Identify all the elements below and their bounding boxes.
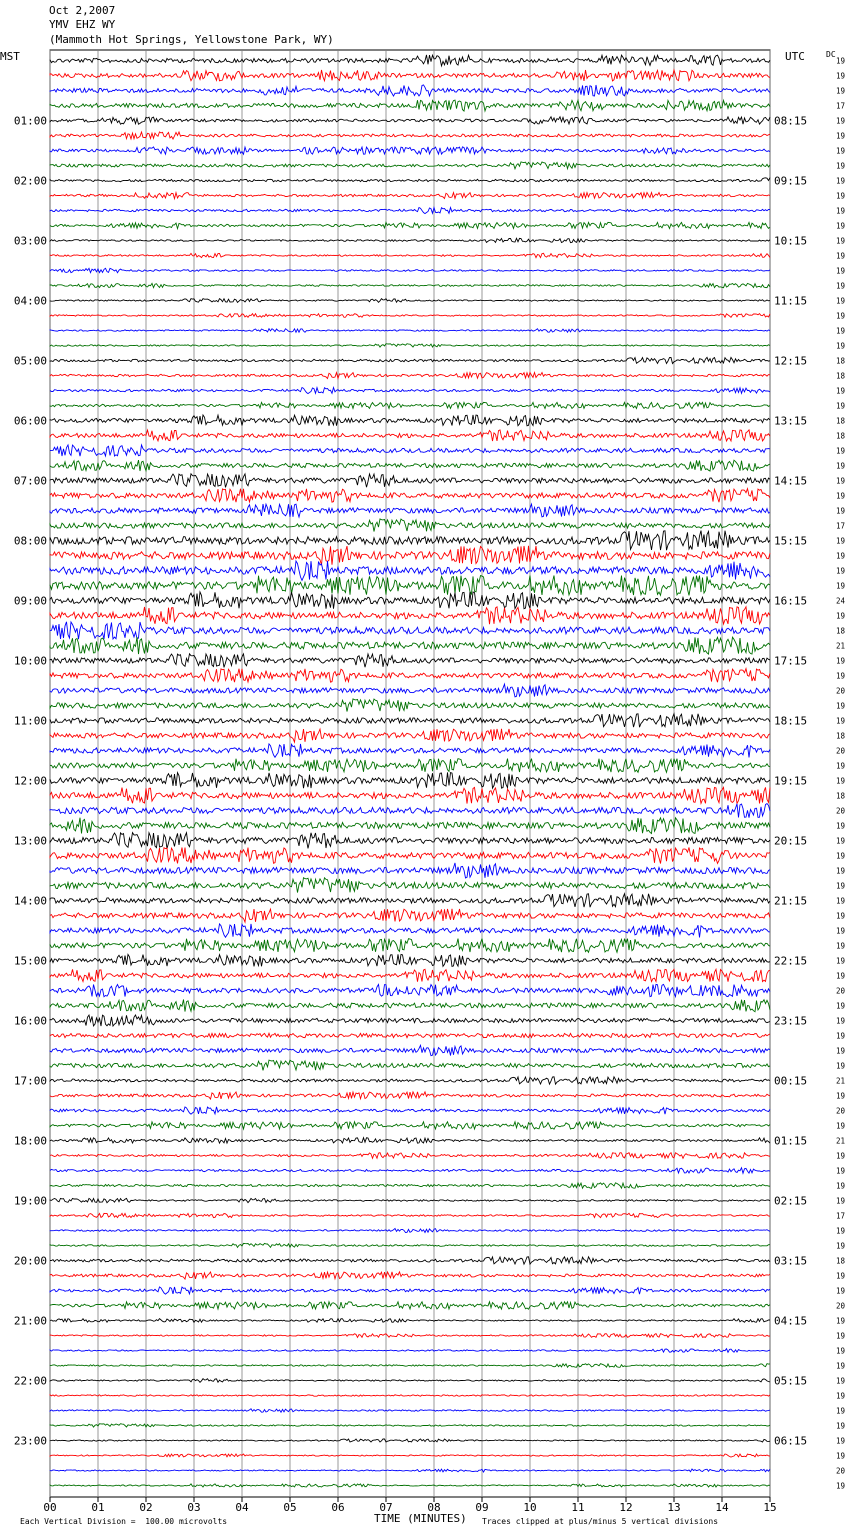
x-tick-label: 12 (619, 1501, 633, 1514)
dc-offset-label: 19 (836, 1031, 846, 1041)
trace-line (50, 373, 770, 379)
utc-hour-label: 09:15 (774, 174, 808, 188)
dc-offset-label: 19 (836, 251, 846, 261)
utc-hour-label: 16:15 (774, 594, 808, 608)
dc-offset-label: 17 (836, 101, 846, 111)
mst-hour-label: 08:00 (13, 534, 47, 548)
trace-line (50, 1319, 770, 1323)
utc-hour-label: 03:15 (774, 1254, 808, 1268)
trace-line (50, 654, 770, 668)
dc-offset-label: 19 (836, 1271, 846, 1281)
dc-offset-label: 19 (836, 446, 846, 456)
trace-line (50, 1454, 770, 1457)
dc-offset-label: 19 (836, 1391, 846, 1401)
trace-line (50, 684, 770, 697)
mst-hour-label: 12:00 (13, 774, 47, 788)
dc-offset-label: 20 (836, 806, 846, 816)
x-tick-label: 02 (139, 1501, 153, 1514)
trace-line (50, 445, 770, 456)
x-axis-title: TIME (MINUTES) (374, 1512, 467, 1525)
dc-offset-label: 20 (836, 746, 846, 756)
trace-line (50, 714, 770, 728)
mst-hour-label: 16:00 (13, 1014, 47, 1028)
mst-hour-label: 18:00 (13, 1134, 47, 1148)
mst-hour-label: 09:00 (13, 594, 47, 608)
utc-hour-label: 14:15 (774, 474, 808, 488)
trace-line (50, 208, 770, 214)
utc-hour-label: 00:15 (774, 1074, 808, 1088)
dc-offset-label: 19 (836, 221, 846, 231)
utc-hour-label: 19:15 (774, 774, 808, 788)
dc-offset-label: 19 (836, 1406, 846, 1416)
dc-offset-label: 20 (836, 1106, 846, 1116)
dc-offset-label: 19 (836, 821, 846, 831)
utc-hour-label: 06:15 (774, 1434, 808, 1448)
trace-line (50, 637, 770, 654)
x-tick-label: 10 (523, 1501, 537, 1514)
utc-hour-label: 05:15 (774, 1374, 808, 1388)
trace-line (50, 1060, 770, 1070)
dc-offset-label: 19 (836, 1001, 846, 1011)
header-station: YMV EHZ WY (49, 18, 116, 31)
trace-line (50, 833, 770, 849)
trace-line (50, 669, 770, 683)
utc-hour-label: 08:15 (774, 114, 808, 128)
utc-hour-label: 20:15 (774, 834, 808, 848)
dc-offset-label: 18 (836, 626, 846, 636)
trace-line (50, 818, 770, 834)
mst-hour-label: 05:00 (13, 354, 47, 368)
trace-line (50, 1033, 770, 1037)
mst-hour-label: 15:00 (13, 954, 47, 968)
dc-offset-label: 19 (836, 1166, 846, 1176)
dc-offset-label: 19 (836, 476, 846, 486)
dc-offset-label: 18 (836, 731, 846, 741)
dc-offset-label: 19 (836, 1196, 846, 1206)
trace-line (50, 178, 770, 182)
mst-hour-label: 22:00 (13, 1374, 47, 1388)
trace-line (50, 299, 770, 303)
footer-right: Traces clipped at plus/minus 5 vertical divisions (482, 1517, 719, 1526)
trace-line (50, 1107, 770, 1114)
mst-hour-label: 20:00 (13, 1254, 47, 1268)
dc-offset-label: 19 (836, 776, 846, 786)
trace-line (50, 1484, 770, 1487)
utc-hour-label: 01:15 (774, 1134, 808, 1148)
dc-offset-label: 19 (836, 1181, 846, 1191)
dc-offset-label: 19 (836, 1346, 846, 1356)
x-tick-label: 00 (43, 1501, 57, 1514)
dc-offset-label: 18 (836, 371, 846, 381)
dc-offset-label: 19 (836, 461, 846, 471)
trace-line (50, 759, 770, 773)
dc-offset-label: 19 (836, 1091, 846, 1101)
x-tick-label: 03 (187, 1501, 201, 1514)
footer-left: Each Vertical Division = 100.00 microvolts (20, 1517, 228, 1526)
dc-offset-label: 19 (836, 191, 846, 201)
trace-line (50, 1077, 770, 1084)
dc-offset-label: 19 (836, 1046, 846, 1056)
trace-line (50, 1153, 770, 1159)
dc-offset-label: 18 (836, 356, 846, 366)
trace-line (50, 1213, 770, 1217)
trace-line (50, 878, 770, 893)
dc-offset-label: 21 (836, 641, 846, 651)
utc-hour-label: 15:15 (774, 534, 808, 548)
mst-hour-label: 21:00 (13, 1314, 47, 1328)
trace-line (50, 847, 770, 863)
trace-line (50, 924, 770, 938)
utc-hour-label: 02:15 (774, 1194, 808, 1208)
trace-line (50, 576, 770, 596)
mst-hour-label: 03:00 (13, 234, 47, 248)
dc-offset-label: 19 (836, 851, 846, 861)
dc-label: DC (826, 50, 836, 59)
trace-line (50, 388, 770, 394)
dc-offset-label: 19 (836, 116, 846, 126)
dc-offset-label: 19 (836, 836, 846, 846)
trace-line (50, 1122, 770, 1129)
dc-offset-label: 19 (836, 296, 846, 306)
trace-line (50, 344, 770, 347)
dc-offset-label: 19 (836, 761, 846, 771)
trace-line (50, 402, 770, 408)
dc-offset-label: 20 (836, 686, 846, 696)
x-tick-label: 07 (379, 1501, 393, 1514)
dc-offset-label: 19 (836, 1361, 846, 1371)
dc-offset-label: 19 (836, 611, 846, 621)
trace-line (50, 1302, 770, 1309)
dc-offset-label: 19 (836, 701, 846, 711)
dc-offset-label: 20 (836, 1301, 846, 1311)
dc-offset-label: 19 (836, 281, 846, 291)
trace-line (50, 430, 770, 441)
trace-line (50, 531, 770, 551)
trace-line (50, 804, 770, 818)
trace-line (50, 622, 770, 639)
dc-offset-label: 17 (836, 521, 846, 531)
dc-offset-label: 19 (836, 956, 846, 966)
trace-line (50, 1183, 770, 1189)
trace-line (50, 489, 770, 503)
trace-line (50, 474, 770, 488)
dc-offset-label: 18 (836, 431, 846, 441)
trace-line (50, 699, 770, 712)
dc-offset-label: 19 (836, 971, 846, 981)
dc-offset-label: 19 (836, 1061, 846, 1071)
trace-line (50, 314, 770, 318)
trace-line (50, 1349, 770, 1353)
dc-offset-label: 19 (836, 506, 846, 516)
utc-hour-label: 23:15 (774, 1014, 808, 1028)
trace-line (50, 147, 770, 154)
mst-hour-label: 19:00 (13, 1194, 47, 1208)
trace-line (50, 1379, 770, 1383)
plot-frame (50, 50, 770, 1497)
trace-line (50, 546, 770, 565)
mst-hour-label: 11:00 (13, 714, 47, 728)
dc-offset-label: 19 (836, 716, 846, 726)
dc-offset-label: 19 (836, 71, 846, 81)
right-axis-title: UTC (785, 50, 805, 63)
dc-offset-label: 17 (836, 1211, 846, 1221)
mst-hour-label: 06:00 (13, 414, 47, 428)
dc-offset-label: 19 (836, 266, 846, 276)
trace-line (50, 1168, 770, 1174)
dc-offset-label: 19 (836, 311, 846, 321)
trace-line (50, 162, 770, 169)
dc-offset-label: 19 (836, 1286, 846, 1296)
dc-offset-label: 19 (836, 206, 846, 216)
utc-hour-label: 21:15 (774, 894, 808, 908)
dc-offset-label: 19 (836, 911, 846, 921)
x-tick-label: 08 (427, 1501, 441, 1514)
trace-line (50, 222, 770, 228)
trace-line (50, 1364, 770, 1368)
trace-line (50, 55, 770, 66)
x-tick-label: 15 (763, 1501, 777, 1514)
dc-offset-label: 19 (836, 176, 846, 186)
trace-line (50, 268, 770, 272)
dc-offset-label: 19 (836, 161, 846, 171)
trace-line (50, 1469, 770, 1472)
utc-hour-label: 13:15 (774, 414, 808, 428)
trace-line (50, 729, 770, 742)
x-tick-label: 14 (715, 1501, 729, 1514)
trace-line (50, 909, 770, 922)
trace-line (50, 1045, 770, 1055)
dc-offset-label: 19 (836, 341, 846, 351)
mst-hour-label: 17:00 (13, 1074, 47, 1088)
dc-offset-label: 19 (836, 401, 846, 411)
x-tick-label: 09 (475, 1501, 489, 1514)
trace-line (50, 1409, 770, 1412)
mst-hour-label: 13:00 (13, 834, 47, 848)
mst-hour-label: 23:00 (13, 1434, 47, 1448)
dc-offset-label: 19 (836, 551, 846, 561)
mst-hour-label: 04:00 (13, 294, 47, 308)
trace-line (50, 1229, 770, 1233)
dc-offset-label: 19 (836, 1451, 846, 1461)
dc-offset-label: 18 (836, 416, 846, 426)
dc-offset-label: 19 (836, 236, 846, 246)
mst-hour-label: 10:00 (13, 654, 47, 668)
utc-hour-label: 10:15 (774, 234, 808, 248)
dc-offset-label: 19 (836, 86, 846, 96)
mst-hour-label: 01:00 (13, 114, 47, 128)
dc-offset-label: 19 (836, 671, 846, 681)
dc-offset-label: 19 (836, 926, 846, 936)
dc-offset-label: 20 (836, 986, 846, 996)
dc-offset-label: 19 (836, 896, 846, 906)
trace-line (50, 460, 770, 471)
utc-hour-label: 18:15 (774, 714, 808, 728)
trace-line (50, 329, 770, 333)
trace-line (50, 85, 770, 96)
trace-line (50, 744, 770, 758)
dc-offset-label: 19 (836, 146, 846, 156)
mst-hour-label: 14:00 (13, 894, 47, 908)
trace-line (50, 592, 770, 609)
dc-offset-label: 19 (836, 566, 846, 576)
trace-line (50, 1138, 770, 1144)
dc-offset-label: 19 (836, 1481, 846, 1491)
dc-offset-label: 19 (836, 656, 846, 666)
x-tick-label: 13 (667, 1501, 681, 1514)
dc-offset-label: 19 (836, 386, 846, 396)
trace-line (50, 132, 770, 139)
trace-line (50, 1439, 770, 1442)
dc-offset-label: 19 (836, 1241, 846, 1251)
utc-hour-label: 12:15 (774, 354, 808, 368)
trace-line (50, 70, 770, 81)
dc-offset-label: 18 (836, 791, 846, 801)
dc-offset-label: 19 (836, 1151, 846, 1161)
x-tick-label: 01 (91, 1501, 105, 1514)
trace-line (50, 939, 770, 953)
trace-line (50, 1287, 770, 1294)
dc-offset-label: 19 (836, 536, 846, 546)
dc-offset-label: 24 (836, 596, 846, 606)
trace-line (50, 193, 770, 199)
dc-offset-label: 19 (836, 131, 846, 141)
trace-line (50, 1257, 770, 1264)
trace-line (50, 253, 770, 257)
dc-offset-label: 19 (836, 1436, 846, 1446)
x-tick-label: 06 (331, 1501, 345, 1514)
trace-line (50, 283, 770, 287)
trace-line (50, 357, 770, 363)
dc-offset-label: 19 (836, 56, 846, 66)
trace-line (50, 1424, 770, 1427)
header-date: Oct 2,2007 (49, 4, 116, 17)
trace-line (50, 561, 770, 580)
dc-offset-label: 19 (836, 1121, 846, 1131)
dc-offset-label: 19 (836, 1421, 846, 1431)
trace-line (50, 100, 770, 111)
trace-line (50, 504, 770, 517)
mst-hour-label: 02:00 (13, 174, 47, 188)
trace-line (50, 1395, 770, 1396)
x-tick-label: 11 (571, 1501, 585, 1514)
trace-line (50, 1198, 770, 1202)
dc-offset-label: 19 (836, 1316, 846, 1326)
trace-line (50, 519, 770, 532)
utc-hour-label: 04:15 (774, 1314, 808, 1328)
trace-line (50, 787, 770, 803)
dc-offset-label: 18 (836, 1256, 846, 1266)
trace-line (50, 984, 770, 996)
trace-line (50, 1272, 770, 1279)
dc-offset-label: 21 (836, 1136, 846, 1146)
trace-line (50, 1000, 770, 1012)
trace-line (50, 117, 770, 124)
trace-line (50, 607, 770, 624)
dc-offset-label: 19 (836, 491, 846, 501)
dc-offset-label: 20 (836, 1466, 846, 1476)
dc-offset-label: 21 (836, 1076, 846, 1086)
dc-offset-label: 19 (836, 1226, 846, 1236)
trace-line (50, 1092, 770, 1099)
trace-line (50, 415, 770, 426)
trace-line (50, 969, 770, 981)
trace-line (50, 1015, 770, 1026)
trace-line (50, 1334, 770, 1338)
dc-offset-label: 19 (836, 941, 846, 951)
utc-hour-label: 22:15 (774, 954, 808, 968)
dc-offset-label: 19 (836, 326, 846, 336)
dc-offset-label: 19 (836, 866, 846, 876)
trace-line (50, 863, 770, 878)
dc-offset-label: 19 (836, 881, 846, 891)
left-axis-title: MST (0, 50, 20, 63)
dc-offset-label: 19 (836, 581, 846, 591)
dc-offset-label: 19 (836, 1016, 846, 1026)
trace-line (50, 772, 770, 788)
dc-offset-label: 19 (836, 1331, 846, 1341)
trace-line (50, 954, 770, 966)
utc-hour-label: 17:15 (774, 654, 808, 668)
header-location: (Mammoth Hot Springs, Yellowstone Park, WY) (49, 33, 334, 46)
x-tick-label: 04 (235, 1501, 249, 1514)
x-tick-label: 05 (283, 1501, 297, 1514)
trace-line (50, 238, 770, 242)
utc-hour-label: 11:15 (774, 294, 808, 308)
trace-line (50, 894, 770, 908)
trace-line (50, 1243, 770, 1247)
dc-offset-label: 19 (836, 1376, 846, 1386)
mst-hour-label: 07:00 (13, 474, 47, 488)
